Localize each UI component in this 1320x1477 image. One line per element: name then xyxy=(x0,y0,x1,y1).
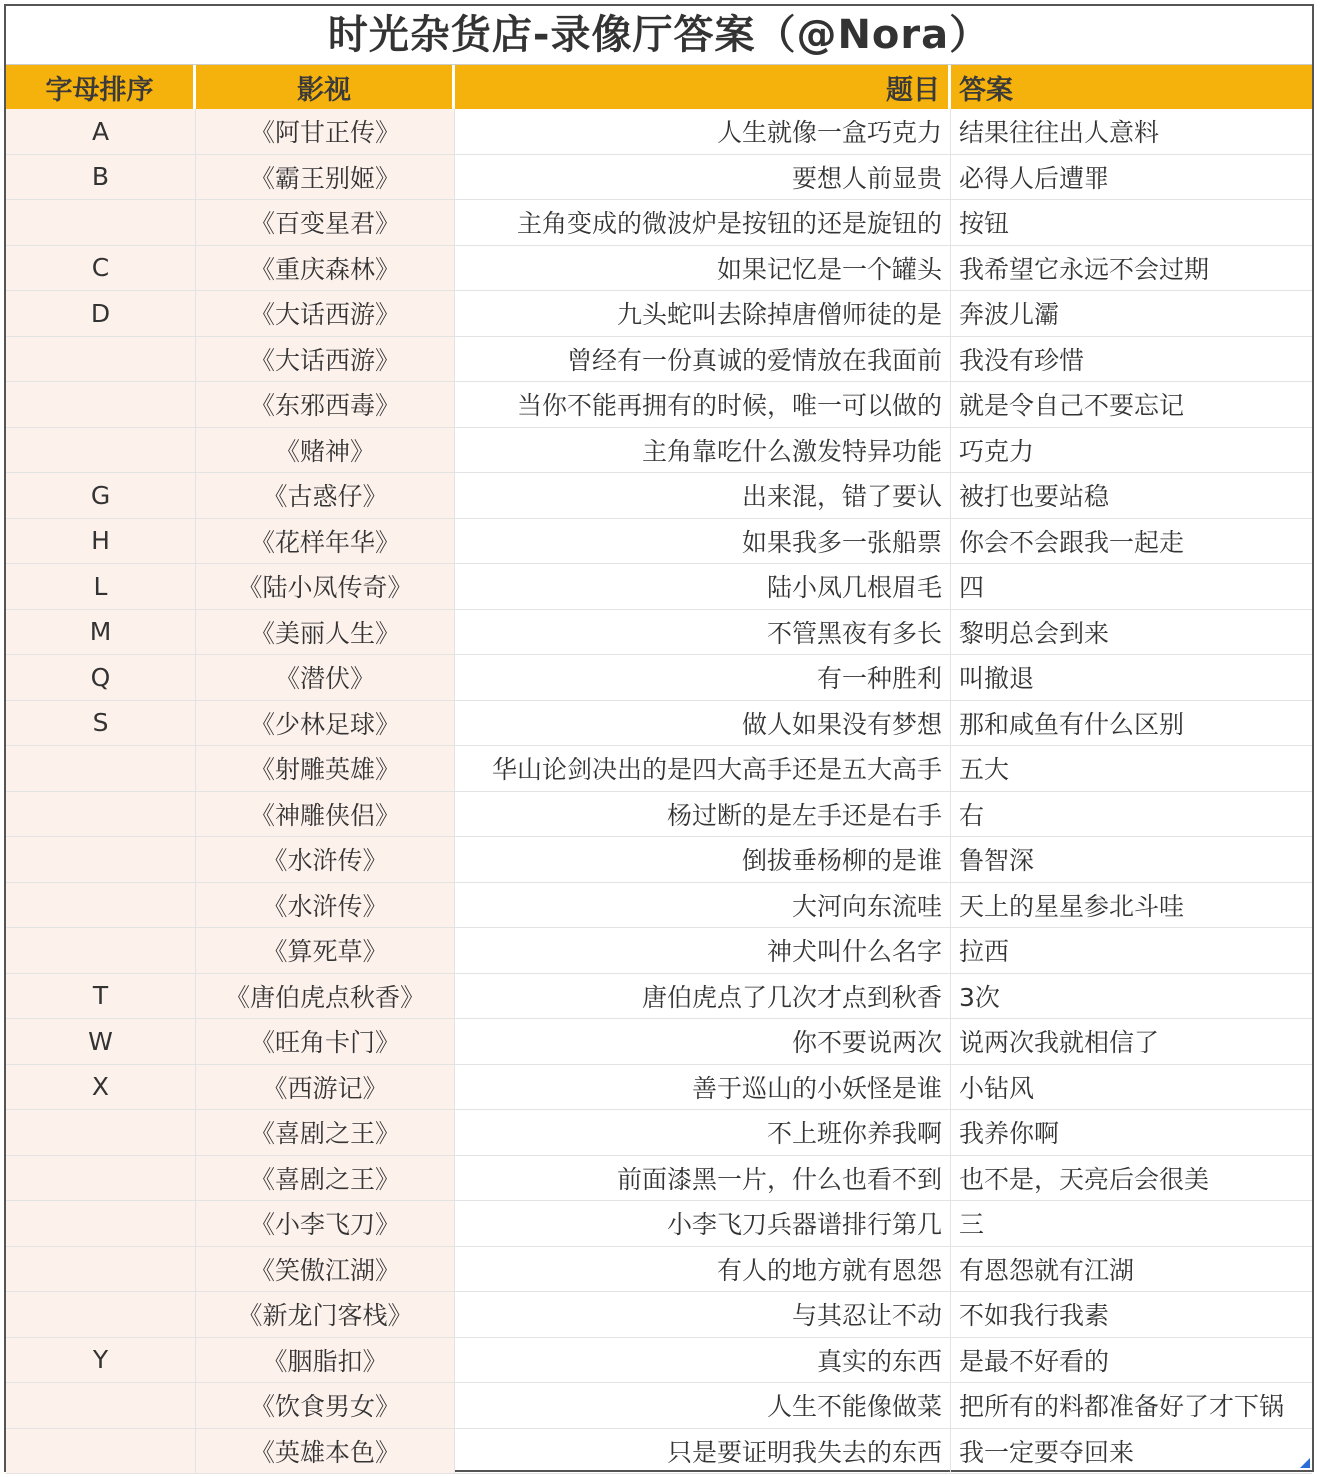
film-cell[interactable]: 《旺角卡门》 xyxy=(196,1019,455,1065)
film-cell[interactable]: 《水浒传》 xyxy=(196,883,455,929)
film-cell[interactable]: 《射雕英雄》 xyxy=(196,746,455,792)
question-cell[interactable]: 不管黑夜有多长 xyxy=(455,610,951,656)
film-cell[interactable]: 《百变星君》 xyxy=(196,200,455,246)
film-cell[interactable]: 《水浒传》 xyxy=(196,837,455,883)
letter-cell[interactable] xyxy=(6,837,196,883)
film-cell[interactable]: 《笑傲江湖》 xyxy=(196,1247,455,1293)
answer-cell[interactable]: 鲁智深 xyxy=(951,837,1312,883)
letter-cell[interactable]: H xyxy=(6,519,196,565)
question-cell[interactable]: 如果记忆是一个罐头 xyxy=(455,246,951,292)
answer-cell[interactable]: 你会不会跟我一起走 xyxy=(951,519,1312,565)
answer-cell[interactable]: 巧克力 xyxy=(951,428,1312,474)
question-cell[interactable]: 如果我多一张船票 xyxy=(455,519,951,565)
question-cell[interactable]: 小李飞刀兵器谱排行第几 xyxy=(455,1201,951,1247)
answer-cell[interactable]: 3次 xyxy=(951,974,1312,1020)
question-cell[interactable]: 不上班你养我啊 xyxy=(455,1110,951,1156)
letter-cell[interactable] xyxy=(6,1292,196,1338)
question-cell[interactable]: 主角变成的微波炉是按钮的还是旋钮的 xyxy=(455,200,951,246)
resize-handle-icon[interactable] xyxy=(1300,1458,1310,1468)
answer-cell[interactable]: 被打也要站稳 xyxy=(951,473,1312,519)
spreadsheet xyxy=(4,4,1314,1472)
letter-cell[interactable]: D xyxy=(6,291,196,337)
film-cell[interactable]: 《大话西游》 xyxy=(196,291,455,337)
film-cell[interactable]: 《小李飞刀》 xyxy=(196,1201,455,1247)
letter-cell[interactable]: S xyxy=(6,701,196,747)
question-cell[interactable]: 善于巡山的小妖怪是谁 xyxy=(455,1065,951,1111)
film-cell[interactable]: 《东邪西毒》 xyxy=(196,382,455,428)
answer-cell[interactable]: 叫撤退 xyxy=(951,655,1312,701)
film-cell[interactable]: 《唐伯虎点秋香》 xyxy=(196,974,455,1020)
letter-cell[interactable] xyxy=(6,200,196,246)
header-question[interactable]: 题目 xyxy=(455,65,951,109)
letter-cell[interactable]: X xyxy=(6,1065,196,1111)
answer-cell[interactable]: 黎明总会到来 xyxy=(951,610,1312,656)
answer-cell[interactable]: 四 xyxy=(951,564,1312,610)
film-cell[interactable]: 《阿甘正传》 xyxy=(196,109,455,155)
question-cell[interactable]: 人生不能像做菜 xyxy=(455,1383,951,1429)
letter-cell[interactable]: T xyxy=(6,974,196,1020)
question-cell[interactable]: 做人如果没有梦想 xyxy=(455,701,951,747)
question-cell[interactable]: 出来混，错了要认 xyxy=(455,473,951,519)
film-cell[interactable]: 《潜伏》 xyxy=(196,655,455,701)
answer-cell[interactable]: 右 xyxy=(951,792,1312,838)
letter-cell[interactable] xyxy=(6,428,196,474)
letter-cell[interactable] xyxy=(6,382,196,428)
answer-cell[interactable]: 我希望它永远不会过期 xyxy=(951,246,1312,292)
question-cell[interactable]: 真实的东西 xyxy=(455,1338,951,1384)
question-cell[interactable]: 当你不能再拥有的时候，唯一可以做的 xyxy=(455,382,951,428)
film-cell[interactable]: 《花样年华》 xyxy=(196,519,455,565)
letter-cell[interactable]: W xyxy=(6,1019,196,1065)
letter-cell[interactable]: A xyxy=(6,109,196,155)
letter-cell[interactable]: G xyxy=(6,473,196,519)
answer-table xyxy=(6,65,1312,1474)
answer-cell[interactable]: 小钻风 xyxy=(951,1065,1312,1111)
header-letter-order[interactable]: 字母排序 xyxy=(6,65,196,109)
film-cell[interactable]: 《胭脂扣》 xyxy=(196,1338,455,1384)
question-cell[interactable]: 大河向东流哇 xyxy=(455,883,951,929)
film-cell[interactable]: 《大话西游》 xyxy=(196,337,455,383)
letter-cell[interactable] xyxy=(6,883,196,929)
letter-cell[interactable] xyxy=(6,1429,196,1475)
question-cell[interactable]: 倒拔垂杨柳的是谁 xyxy=(455,837,951,883)
question-cell[interactable]: 陆小凤几根眉毛 xyxy=(455,564,951,610)
film-cell[interactable]: 《新龙门客栈》 xyxy=(196,1292,455,1338)
answer-cell[interactable]: 拉西 xyxy=(951,928,1312,974)
letter-cell[interactable]: B xyxy=(6,155,196,201)
letter-cell[interactable]: Q xyxy=(6,655,196,701)
question-cell[interactable]: 要想人前显贵 xyxy=(455,155,951,201)
question-cell[interactable]: 你不要说两次 xyxy=(455,1019,951,1065)
film-cell[interactable]: 《饮食男女》 xyxy=(196,1383,455,1429)
letter-cell[interactable] xyxy=(6,928,196,974)
answer-cell[interactable]: 我没有珍惜 xyxy=(951,337,1312,383)
answer-cell[interactable]: 奔波儿灞 xyxy=(951,291,1312,337)
letter-cell[interactable]: L xyxy=(6,564,196,610)
answer-cell[interactable]: 天上的星星参北斗哇 xyxy=(951,883,1312,929)
answer-cell[interactable]: 把所有的料都准备好了才下锅 xyxy=(951,1383,1312,1429)
film-cell[interactable]: 《重庆森林》 xyxy=(196,246,455,292)
answer-cell[interactable]: 必得人后遭罪 xyxy=(951,155,1312,201)
film-cell[interactable]: 《喜剧之王》 xyxy=(196,1156,455,1202)
question-cell[interactable]: 神犬叫什么名字 xyxy=(455,928,951,974)
answer-cell[interactable]: 是最不好看的 xyxy=(951,1338,1312,1384)
answer-cell[interactable]: 就是令自己不要忘记 xyxy=(951,382,1312,428)
answer-cell[interactable]: 说两次我就相信了 xyxy=(951,1019,1312,1065)
film-cell[interactable]: 《少林足球》 xyxy=(196,701,455,747)
answer-cell[interactable]: 按钮 xyxy=(951,200,1312,246)
film-cell[interactable]: 《算死草》 xyxy=(196,928,455,974)
answer-cell[interactable]: 不如我行我素 xyxy=(951,1292,1312,1338)
letter-cell[interactable] xyxy=(6,1156,196,1202)
letter-cell[interactable] xyxy=(6,792,196,838)
answer-cell[interactable]: 我一定要夺回来 xyxy=(951,1429,1312,1475)
film-cell[interactable]: 《英雄本色》 xyxy=(196,1429,455,1475)
letter-cell[interactable] xyxy=(6,337,196,383)
film-cell[interactable]: 《喜剧之王》 xyxy=(196,1110,455,1156)
question-cell[interactable]: 前面漆黑一片，什么也看不到 xyxy=(455,1156,951,1202)
film-cell[interactable]: 《古惑仔》 xyxy=(196,473,455,519)
film-cell[interactable]: 《陆小凤传奇》 xyxy=(196,564,455,610)
header-film[interactable]: 影视 xyxy=(196,65,455,109)
letter-cell[interactable] xyxy=(6,746,196,792)
question-cell[interactable]: 九头蛇叫去除掉唐僧师徒的是 xyxy=(455,291,951,337)
answer-cell[interactable]: 有恩怨就有江湖 xyxy=(951,1247,1312,1293)
film-cell[interactable]: 《西游记》 xyxy=(196,1065,455,1111)
question-cell[interactable]: 华山论剑决出的是四大高手还是五大高手 xyxy=(455,746,951,792)
letter-cell[interactable] xyxy=(6,1383,196,1429)
letter-cell[interactable]: M xyxy=(6,610,196,656)
question-cell[interactable]: 有一种胜利 xyxy=(455,655,951,701)
question-cell[interactable]: 人生就像一盒巧克力 xyxy=(455,109,951,155)
answer-cell[interactable]: 那和咸鱼有什么区别 xyxy=(951,701,1312,747)
answer-cell[interactable]: 我养你啊 xyxy=(951,1110,1312,1156)
film-cell[interactable]: 《神雕侠侣》 xyxy=(196,792,455,838)
answer-cell[interactable]: 结果往往出人意料 xyxy=(951,109,1312,155)
question-cell[interactable]: 与其忍让不动 xyxy=(455,1292,951,1338)
question-cell[interactable]: 唐伯虎点了几次才点到秋香 xyxy=(455,974,951,1020)
letter-cell[interactable] xyxy=(6,1201,196,1247)
answer-cell[interactable]: 五大 xyxy=(951,746,1312,792)
answer-cell[interactable]: 也不是，天亮后会很美 xyxy=(951,1156,1312,1202)
question-cell[interactable]: 有人的地方就有恩怨 xyxy=(455,1247,951,1293)
sheet-title: 时光杂货店-录像厅答案（@Nora） xyxy=(6,6,1312,65)
question-cell[interactable]: 曾经有一份真诚的爱情放在我面前 xyxy=(455,337,951,383)
film-cell[interactable]: 《美丽人生》 xyxy=(196,610,455,656)
letter-cell[interactable]: C xyxy=(6,246,196,292)
question-cell[interactable]: 主角靠吃什么激发特异功能 xyxy=(455,428,951,474)
film-cell[interactable]: 《赌神》 xyxy=(196,428,455,474)
letter-cell[interactable] xyxy=(6,1247,196,1293)
answer-cell[interactable]: 三 xyxy=(951,1201,1312,1247)
film-cell[interactable]: 《霸王别姬》 xyxy=(196,155,455,201)
question-cell[interactable]: 杨过断的是左手还是右手 xyxy=(455,792,951,838)
letter-cell[interactable] xyxy=(6,1110,196,1156)
question-cell[interactable]: 只是要证明我失去的东西 xyxy=(455,1429,951,1475)
letter-cell[interactable]: Y xyxy=(6,1338,196,1384)
header-answer[interactable]: 答案 xyxy=(951,65,1312,109)
